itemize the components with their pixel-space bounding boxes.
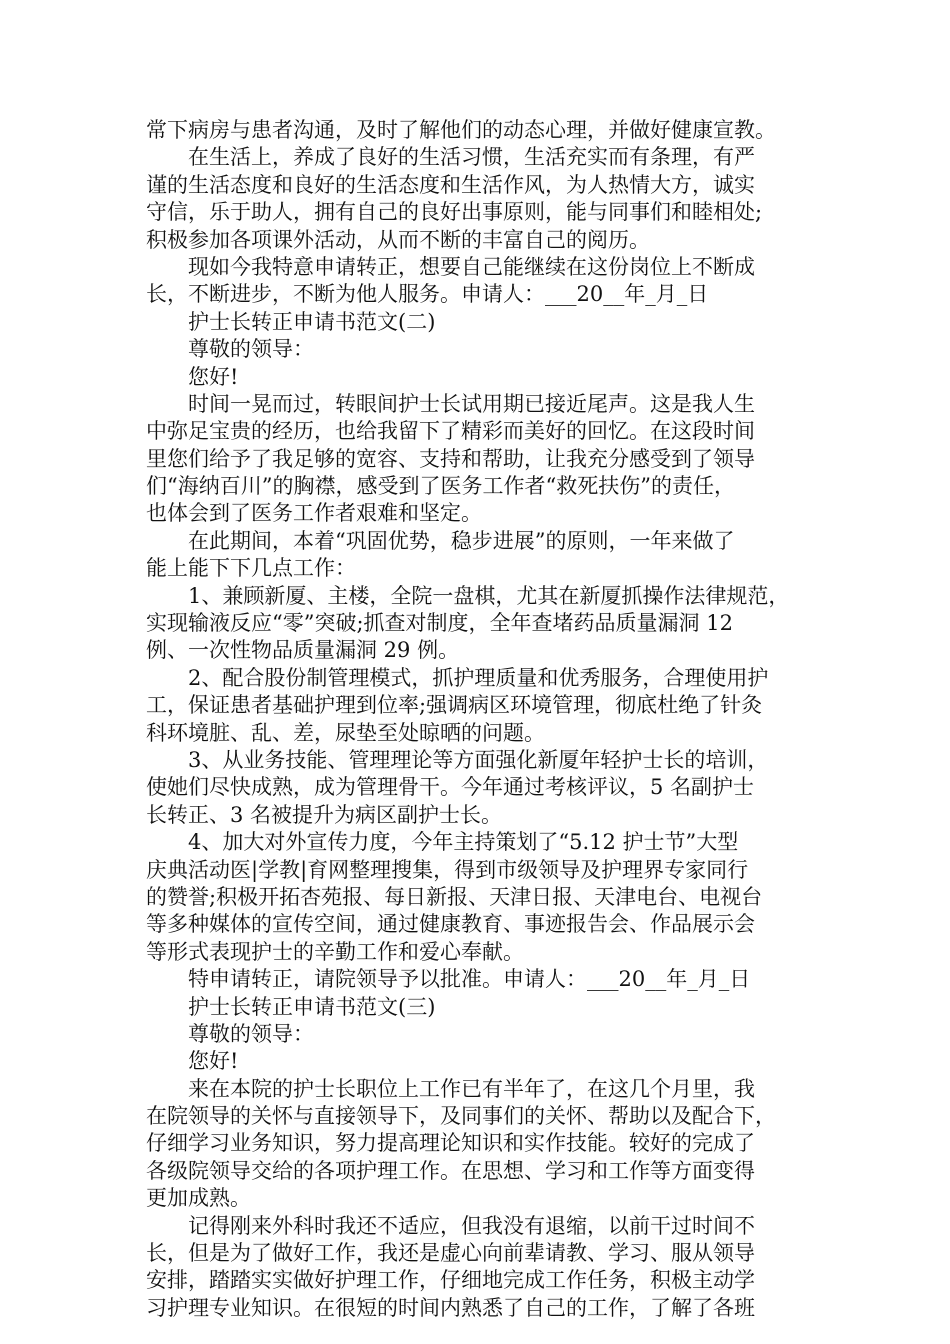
- text-line: 在生活上，养成了良好的生活习惯，生活充实而有条理，有严: [188, 145, 755, 170]
- text-line: 们“海纳百川”的胸襟，感受到了医务工作者“救死扶伤”的责任，: [146, 474, 735, 499]
- text-line: 更加成熟。: [146, 1186, 251, 1211]
- text-line: 的赞誉;积极开拓杏苑报、每日新报、天津日报、天津电台、电视台: [146, 884, 763, 909]
- text-line: 4、加大对外宣传力度，今年主持策划了“5.12 护士节”大型: [188, 830, 739, 855]
- text-line: 您好!: [188, 1049, 239, 1074]
- text-line: 里您们给予了我足够的宽容、支持和帮助，让我充分感受到了领导: [146, 446, 755, 471]
- text-line: 积极参加各项课外活动，从而不断的丰富自己的阅历。: [146, 227, 650, 252]
- text-line: 安排，踏踏实实做好护理工作，仔细地完成工作任务，积极主动学: [146, 1268, 755, 1293]
- text-line: 中弥足宝贵的经历，也给我留下了精彩而美好的回忆。在这段时间: [146, 419, 755, 444]
- text-line: 2、配合股份制管理模式，抓护理质量和优秀服务，合理使用护: [188, 665, 769, 690]
- text-line: 长，但是为了做好工作，我还是虚心向前辈请教、学习、服从领导: [146, 1241, 755, 1266]
- text-line: 仔细学习业务知识，努力提高理论知识和实作技能。较好的完成了: [146, 1131, 755, 1156]
- text-line: 守信，乐于助人，拥有自己的良好出事原则，能与同事们和睦相处;: [146, 200, 763, 225]
- text-line: 等多种媒体的宣传空间，通过健康教育、事迹报告会、作品展示会: [146, 912, 755, 937]
- text-line: 例、一次性物品质量漏洞 29 例。: [146, 638, 460, 663]
- text-line: 护士长转正申请书范文(二): [188, 309, 436, 334]
- text-line: 各级院领导交给的各项护理工作。在思想、学习和工作等方面变得: [146, 1158, 755, 1183]
- text-line: 来在本院的护士长职位上工作已有半年了，在这几个月里，我: [188, 1076, 755, 1101]
- text-line: 也体会到了医务工作者艰难和坚定。: [146, 501, 482, 526]
- text-line: 常下病房与患者沟通，及时了解他们的动态心理，并做好健康宣教。: [146, 118, 776, 142]
- text-line: 工，保证患者基础护理到位率;强调病区环境管理，彻底杜绝了针灸: [146, 693, 763, 718]
- text-line: 能上能下下几点工作：: [146, 556, 356, 581]
- text-line: 长转正、3 名被提升为病区副护士长。: [146, 802, 503, 827]
- text-line: 习护理专业知识。在很短的时间内熟悉了自己的工作，了解了各班: [146, 1295, 755, 1320]
- text-line: 使她们尽快成熟，成为管理骨干。今年通过考核评议，5 名副护士: [146, 775, 755, 800]
- text-line: 科环境脏、乱、差，尿垫至处晾晒的问题。: [146, 720, 545, 745]
- text-line: 实现输液反应“零”突破;抓查对制度，全年查堵药品质量漏洞 12: [146, 611, 733, 636]
- text-line: 等形式表现护士的辛勤工作和爱心奉献。: [146, 939, 524, 964]
- text-line: 尊敬的领导：: [188, 337, 314, 362]
- text-line: 特申请转正，请院领导予以批准。申请人：___20__年_月_日: [188, 967, 751, 992]
- text-line: 庆典活动医|学教|育网整理搜集，得到市级领导及护理界专家同行: [146, 857, 749, 882]
- text-line: 时间一晃而过，转眼间护士长试用期已接近尾声。这是我人生: [188, 391, 755, 416]
- text-line: 护士长转正申请书范文(三): [188, 994, 436, 1019]
- text-line: 在此期间，本着“巩固优势，稳步进展”的原则，一年来做了: [188, 528, 735, 553]
- text-line: 您好!: [188, 364, 239, 389]
- document-body: [146, 117, 811, 1322]
- text-line: 谨的生活态度和良好的生活态度和生活作风，为人热情大方，诚实: [146, 172, 755, 197]
- text-line: 长，不断进步，不断为他人服务。申请人：___20__年_月_日: [146, 282, 709, 307]
- text-line: 现如今我特意申请转正，想要自己能继续在这份岗位上不断成: [188, 254, 755, 279]
- text-line: 尊敬的领导：: [188, 1021, 314, 1046]
- text-line: 在院领导的关怀与直接领导下，及同事们的关怀、帮助以及配合下，: [146, 1104, 776, 1129]
- text-line: 3、从业务技能、管理理论等方面强化新厦年轻护士长的培训，: [188, 747, 769, 772]
- text-line: 记得刚来外科时我还不适应，但我没有退缩，以前干过时间不: [188, 1213, 755, 1238]
- text-line: 1、兼顾新厦、主楼，全院一盘棋，尤其在新厦抓操作法律规范，: [188, 583, 790, 608]
